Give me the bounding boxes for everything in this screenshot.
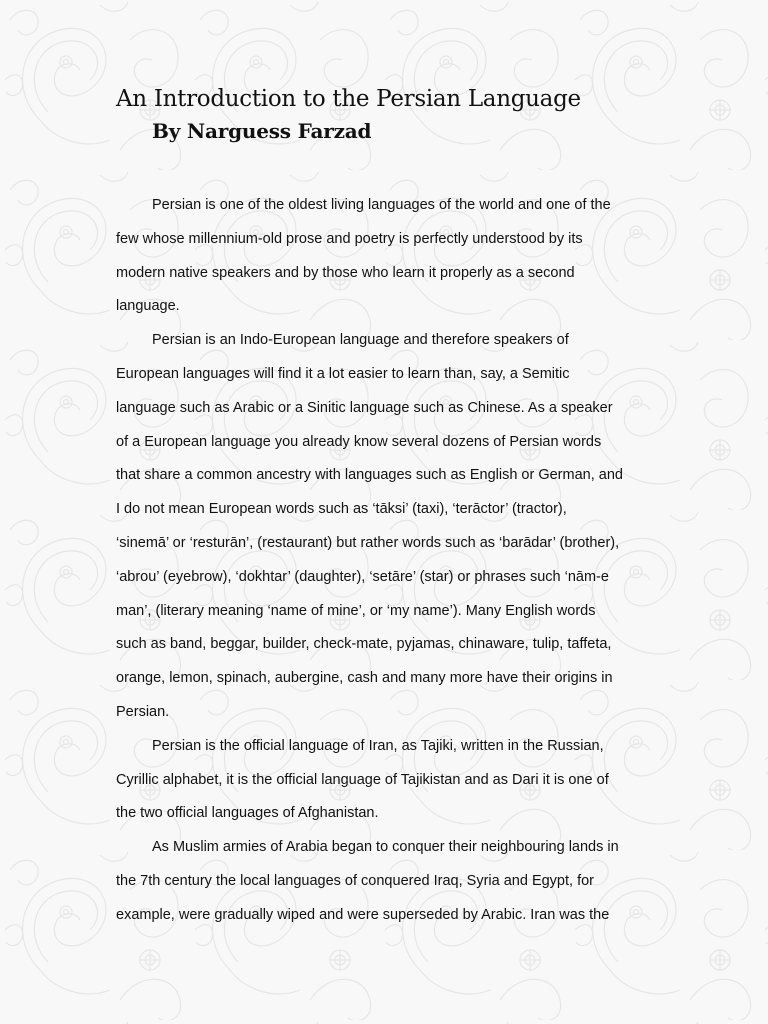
document-title: An Introduction to the Persian Language	[116, 86, 581, 112]
body-text-line: language.	[116, 298, 180, 315]
body-text-line: language such as Arabic or a Sinitic language such as Chinese. As a speaker	[116, 399, 613, 416]
body-text-line: Cyrillic alphabet, it is the official language of Tajikistan and as Dari it is one of	[116, 771, 609, 788]
body-text-line: Persian is an Indo-European language and therefore speakers of	[152, 332, 569, 349]
body-text-line: the two official languages of Afghanistan.	[116, 805, 379, 822]
body-text-line: modern native speakers and by those who learn it properly as a second	[116, 264, 575, 281]
body-text-line: ‘sinemā’ or ‘resturān’, (restaurant) but rather words such as ‘barādar’ (brother),	[116, 534, 620, 551]
body-text-line: that share a common ancestry with languages such as English or German, and	[116, 467, 623, 484]
body-text-line: As Muslim armies of Arabia began to conquer their neighbouring lands in	[152, 839, 619, 856]
body-text-line: the 7th century the local languages of conquered Iraq, Syria and Egypt, for	[116, 872, 594, 889]
document-byline: By Narguess Farzad	[152, 119, 372, 143]
body-text-line: example, were gradually wiped and were superseded by Arabic. Iran was the	[116, 906, 610, 923]
body-text-line: ‘abrou’ (eyebrow), ‘dokhtar’ (daughter), ‘setāre’ (star) or phrases such ‘nām-e	[116, 568, 609, 585]
body-text-line: Persian is one of the oldest living languages of the world and one of the	[152, 197, 611, 213]
body-text-line: few whose millennium-old prose and poetry is perfectly understood by its	[116, 230, 583, 247]
document-body	[116, 189, 676, 933]
body-text-line: Persian.	[116, 703, 170, 720]
body-text-line: man’, (literary meaning ‘name of mine’, or ‘my name’). Many English words	[116, 602, 596, 619]
body-text-line: orange, lemon, spinach, aubergine, cash and many more have their origins in	[116, 670, 613, 687]
body-text-line: Persian is the official language of Iran, as Tajiki, written in the Russian,	[152, 737, 604, 754]
body-text-line: of a European language you already know several dozens of Persian words	[116, 433, 602, 450]
body-text-line: such as band, beggar, builder, check-mate, pyjamas, chinaware, tulip, taffeta,	[116, 636, 612, 653]
body-text-line: European languages will find it a lot easier to learn than, say, a Semitic	[116, 365, 570, 382]
body-text-line: I do not mean European words such as ‘tāksi’ (taxi), ‘terāctor’ (tractor),	[116, 501, 567, 518]
